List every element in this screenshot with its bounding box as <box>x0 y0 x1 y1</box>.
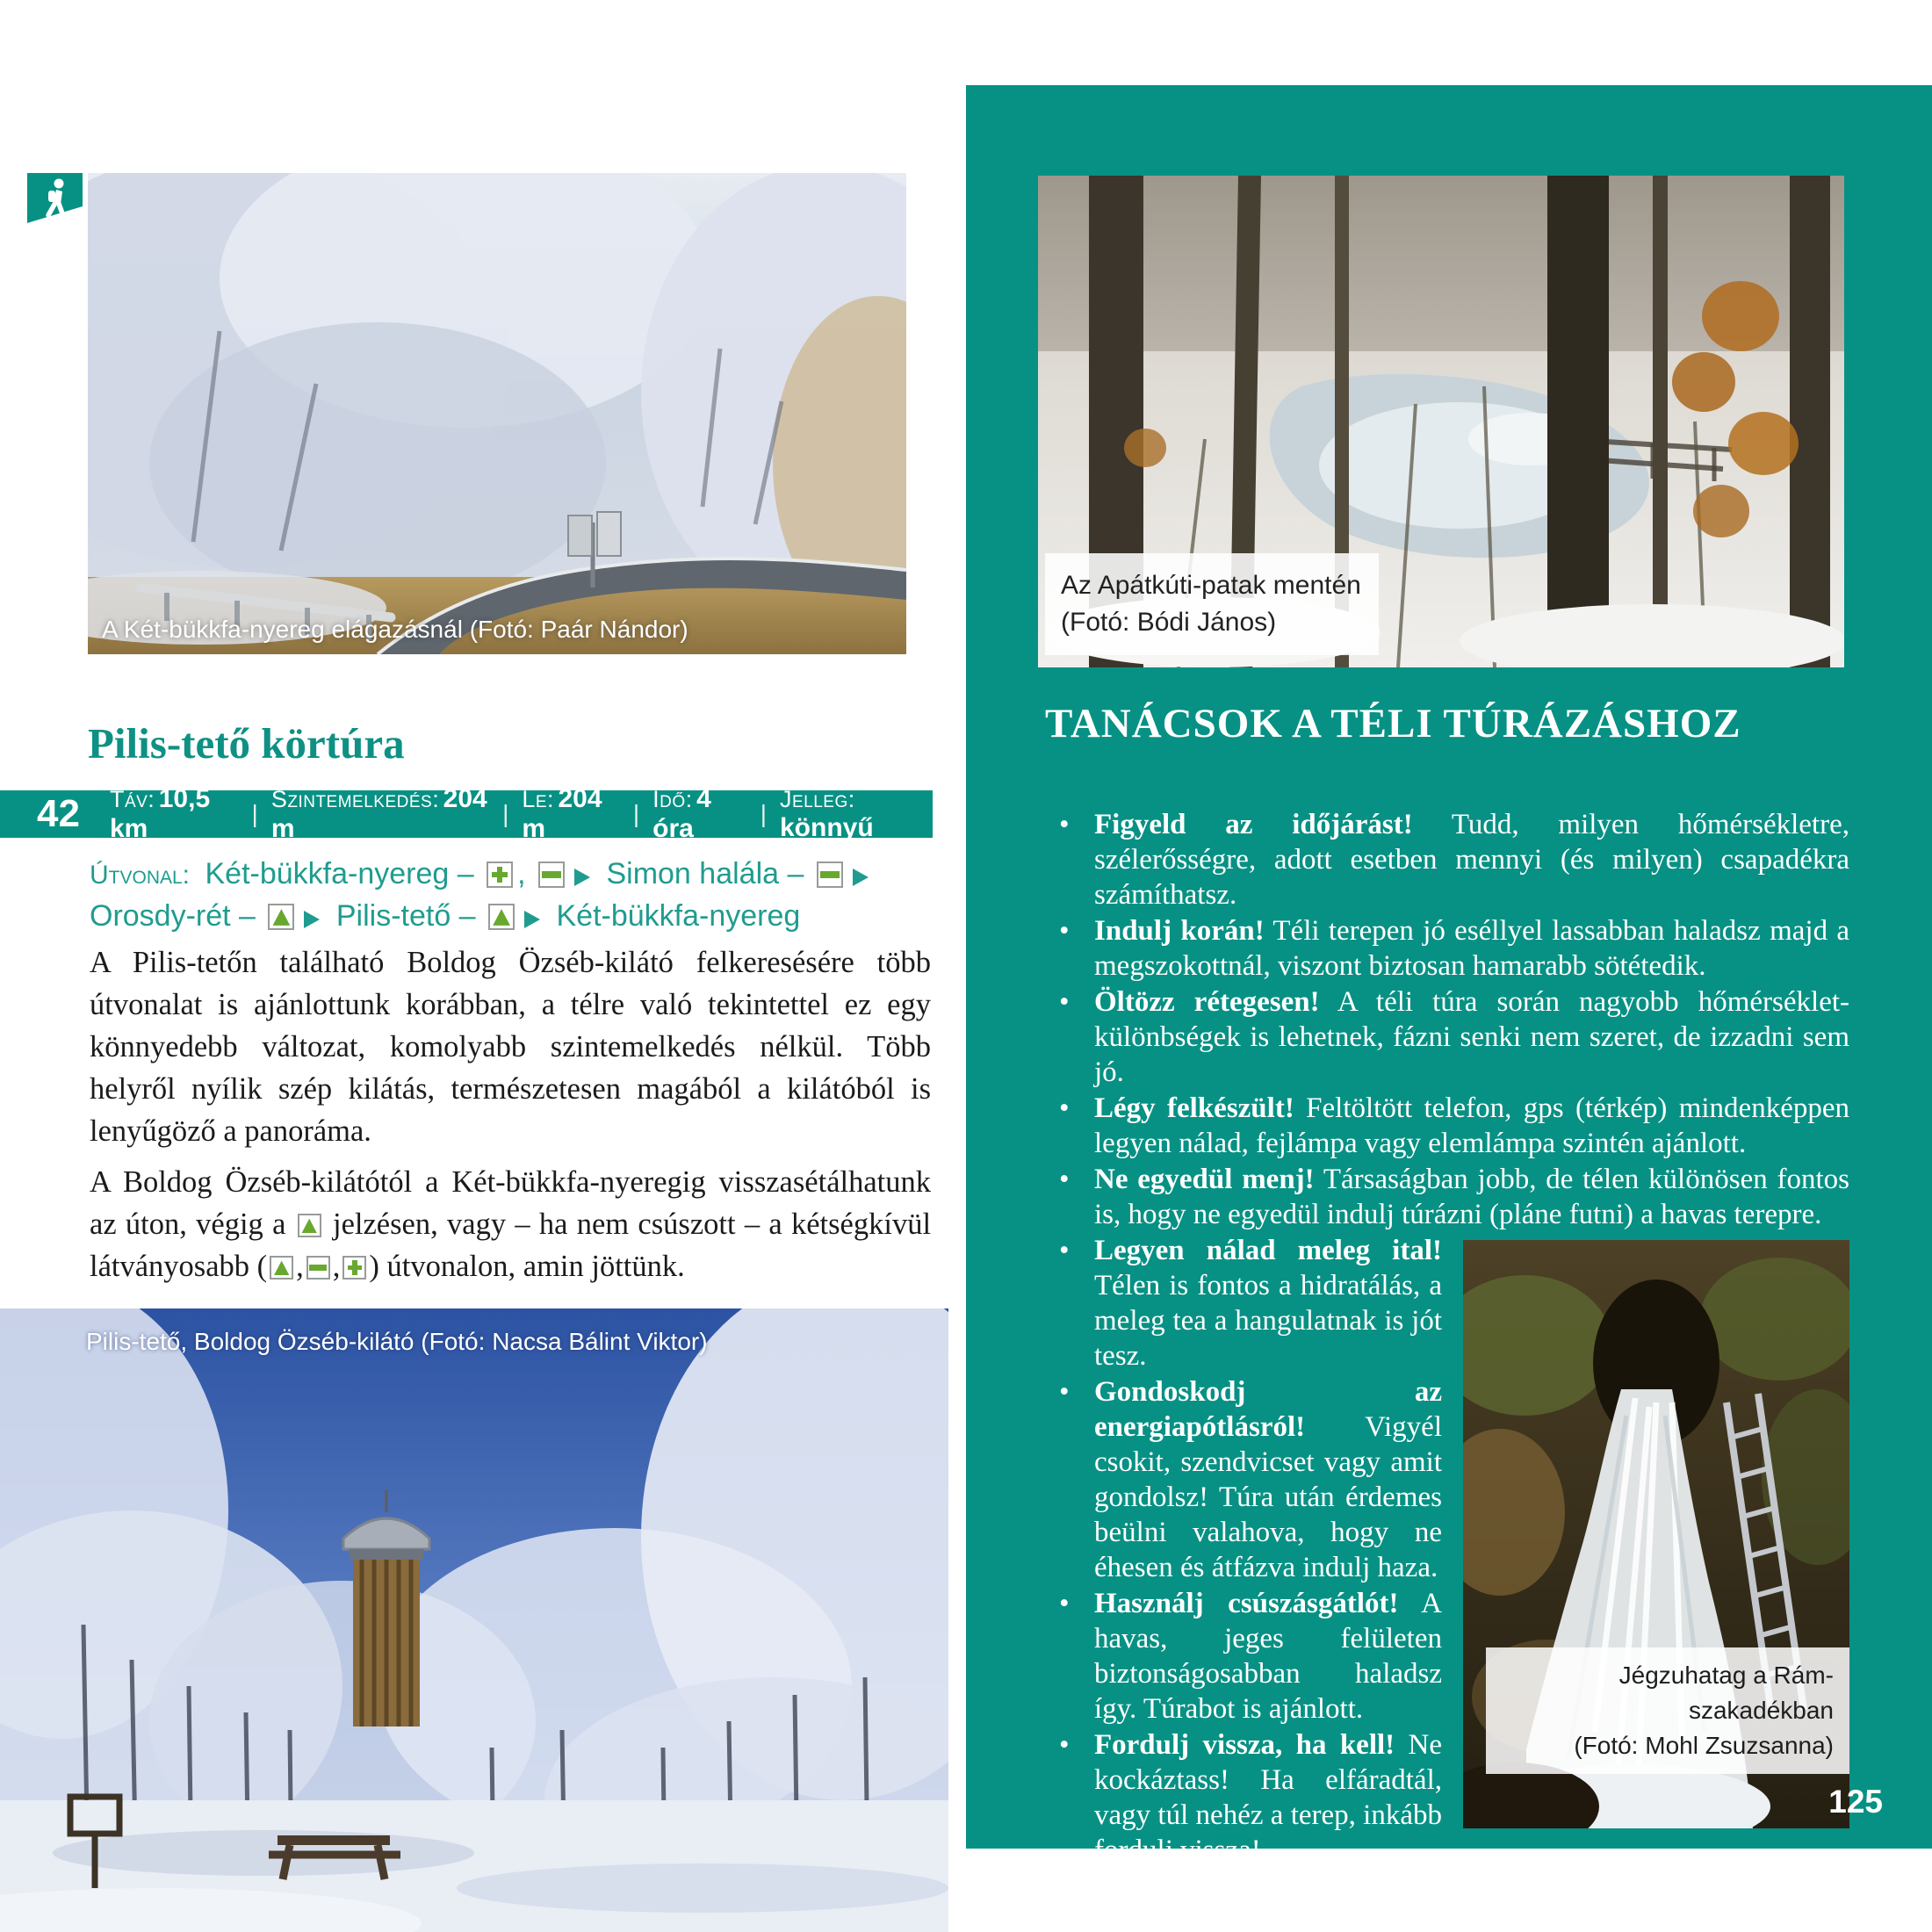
route-segment: Pilis-tető – <box>335 899 476 933</box>
photo-caption-line: Jégzuhatag a Rám-szakadékban <box>1618 1662 1834 1724</box>
divider: | <box>632 800 640 827</box>
snowy-road-illustration <box>88 173 906 654</box>
route-arrow-icon <box>524 911 540 928</box>
bullet-icon: • <box>1059 986 1070 1018</box>
stat-ascent: Szintemelkedés: 204 m <box>270 784 487 843</box>
photo-lookout-tower <box>0 1308 948 1932</box>
list-item: • Ne egyedül menj! Társaságban jobb, de télen különösen fontos is, hogy ne egyedül indulj túrázni (pláne futni) a havas terepre. <box>1059 1164 1849 1230</box>
tips-list <box>1045 807 1849 1869</box>
winter-tips-panel <box>966 85 1932 1866</box>
photo-caption-line: Az Apátkúti-patak mentén <box>1061 571 1361 600</box>
photo-caption: Pilis-tető, Boldog Özséb-kilátó (Fotó: Nacsa Bálint Viktor) <box>86 1328 708 1355</box>
hiker-pictogram <box>27 173 83 231</box>
paragraph-text: A Boldog Özséb-kilátótól a Két-bükkfa-nyeregig visszasétálhatunk az úton, végig a <box>90 1165 931 1241</box>
divider: | <box>760 800 767 827</box>
bullet-icon: • <box>1059 1729 1070 1761</box>
list-item: • Légy felkészült! Feltöltött telefon, gps (térkép) mindenképpen legyen nálad, fejlámpa vagy elemlámpa szintén ajánlott. <box>1059 1092 1850 1159</box>
lookout-tower-illustration <box>0 1308 948 1932</box>
stat-descent: Le: 204 m <box>522 784 602 843</box>
green-triangle-marker-icon <box>268 904 294 930</box>
route-itinerary <box>90 854 933 936</box>
photo-caption-line: (Fotó: Bódi János) <box>1061 608 1277 637</box>
divider: | <box>251 800 258 827</box>
page-title: Pilis-tető körtúra <box>88 719 405 768</box>
list-item: • Indulj korán! Téli terepen jó eséllyel lassabban haladsz majd a megszokottnál, viszont biztosan hamarabb sötétedik. <box>1059 915 1850 982</box>
hiker-icon <box>27 173 83 231</box>
bullet-icon: • <box>1059 1235 1070 1266</box>
route-segment: Két-bükkfa-nyereg <box>556 899 801 933</box>
comma: , <box>517 857 526 890</box>
list-item: • Fordulj vissza, ha kell! Ne kockáztass! Ha elfáradtál, vagy túl nehéz a terep, inkább fordulj vissza! <box>1059 1729 1442 1866</box>
bullet-icon: • <box>1059 1376 1070 1408</box>
list-item: • Öltözz rétegesen! A téli túra során nagyobb hőmérséklet-különbségek is lehetnek, fázni senki nem szeret, de izzadni sem jó. <box>1059 986 1849 1088</box>
list-item: • Használj csúszásgátlót! A havas, jeges felületen biztonságosabban haladsz így. Túrabot is ajánlott. <box>1059 1588 1442 1725</box>
green-triangle-marker-icon <box>270 1256 293 1280</box>
divider: | <box>502 800 509 827</box>
route-label: Útvonal: <box>90 861 191 890</box>
list-item: • Legyen nálad meleg ital! Télen is fontos a hidratálás, a meleg tea a hangulatnak is jót tesz. <box>1059 1235 1442 1372</box>
green-triangle-marker-icon <box>298 1214 321 1237</box>
bullet-icon: • <box>1059 915 1070 947</box>
stat-difficulty: Jelleg: könnyű <box>779 785 874 842</box>
tips-heading: TANÁCSOK A TÉLI TÚRÁZÁSHOZ <box>1045 701 1741 746</box>
bullet-icon: • <box>1059 1092 1070 1124</box>
paragraph-text: ) útvonalon, amin jöttünk. <box>369 1250 685 1283</box>
route-stats-bar <box>0 784 933 843</box>
route-segment: Két-bükkfa-nyereg – <box>205 857 474 890</box>
green-stripe-marker-icon <box>306 1256 330 1280</box>
body-paragraph <box>90 1161 931 1287</box>
route-number: 42 <box>37 792 80 835</box>
list-item: • Gondoskodj az energiapótlásról! Vigyél csokit, szendvicset vagy amit gondolsz! Túra után érdemes beülni valahova, hogy ne éhesen és átfázva indulj haza. <box>1059 1376 1442 1583</box>
comma: , <box>332 1250 341 1283</box>
stat-distance: Táv: 10,5 km <box>109 784 211 843</box>
comma: , <box>296 1250 304 1283</box>
photo-caption-line: (Fotó: Mohl Zsuzsanna) <box>1574 1732 1834 1759</box>
green-cross-marker-icon <box>487 861 513 888</box>
route-segment: Orosdy-rét – <box>90 899 256 933</box>
stat-time: Idő: 4 óra <box>652 784 711 843</box>
photo-caption-box <box>1486 1647 1849 1774</box>
route-arrow-icon <box>853 869 869 886</box>
green-stripe-marker-icon <box>538 861 565 888</box>
green-stripe-marker-icon <box>817 861 843 888</box>
paragraph-text: jelzésen, vagy – ha nem csúszott – a kétségkívül látványosabb ( <box>90 1208 932 1283</box>
bullet-icon: • <box>1059 809 1070 840</box>
bullet-icon: • <box>1059 1164 1070 1195</box>
photo-caption: A Két-bükkfa-nyereg elágazásnál (Fotó: Paár Nándor) <box>102 616 688 643</box>
photo-caption-box <box>1045 553 1379 655</box>
photo-winter-stream <box>1038 176 1844 667</box>
green-cross-marker-icon <box>342 1256 366 1280</box>
bullet-icon: • <box>1059 1588 1070 1619</box>
route-arrow-icon <box>304 911 320 928</box>
photo-icefall <box>1463 1240 1849 1828</box>
photo-snowy-road <box>88 173 906 654</box>
body-paragraph: A Pilis-tetőn található Boldog Özséb-kilátó felkeresésére több útvonalat is ajánlottunk korábban, a télre való tekintettel ez egy könnyedebb változat, komolyabb szintemelkedés nélkül. Több helyről nyílik szép kilátás, természetesen magából a kilátóból is lenyűgöző a panoráma. <box>90 946 931 1148</box>
route-arrow-icon <box>574 869 590 886</box>
list-item: • Figyeld az időjárást! Tudd, milyen hőmérsékletre, szélerősségre, adott esetben mennyi (és milyen) csapadékra számíthatsz. <box>1059 809 1849 911</box>
green-triangle-marker-icon <box>488 904 515 930</box>
route-segment: Simon halála – <box>606 857 804 890</box>
page-number: 125 <box>1828 1784 1883 1820</box>
